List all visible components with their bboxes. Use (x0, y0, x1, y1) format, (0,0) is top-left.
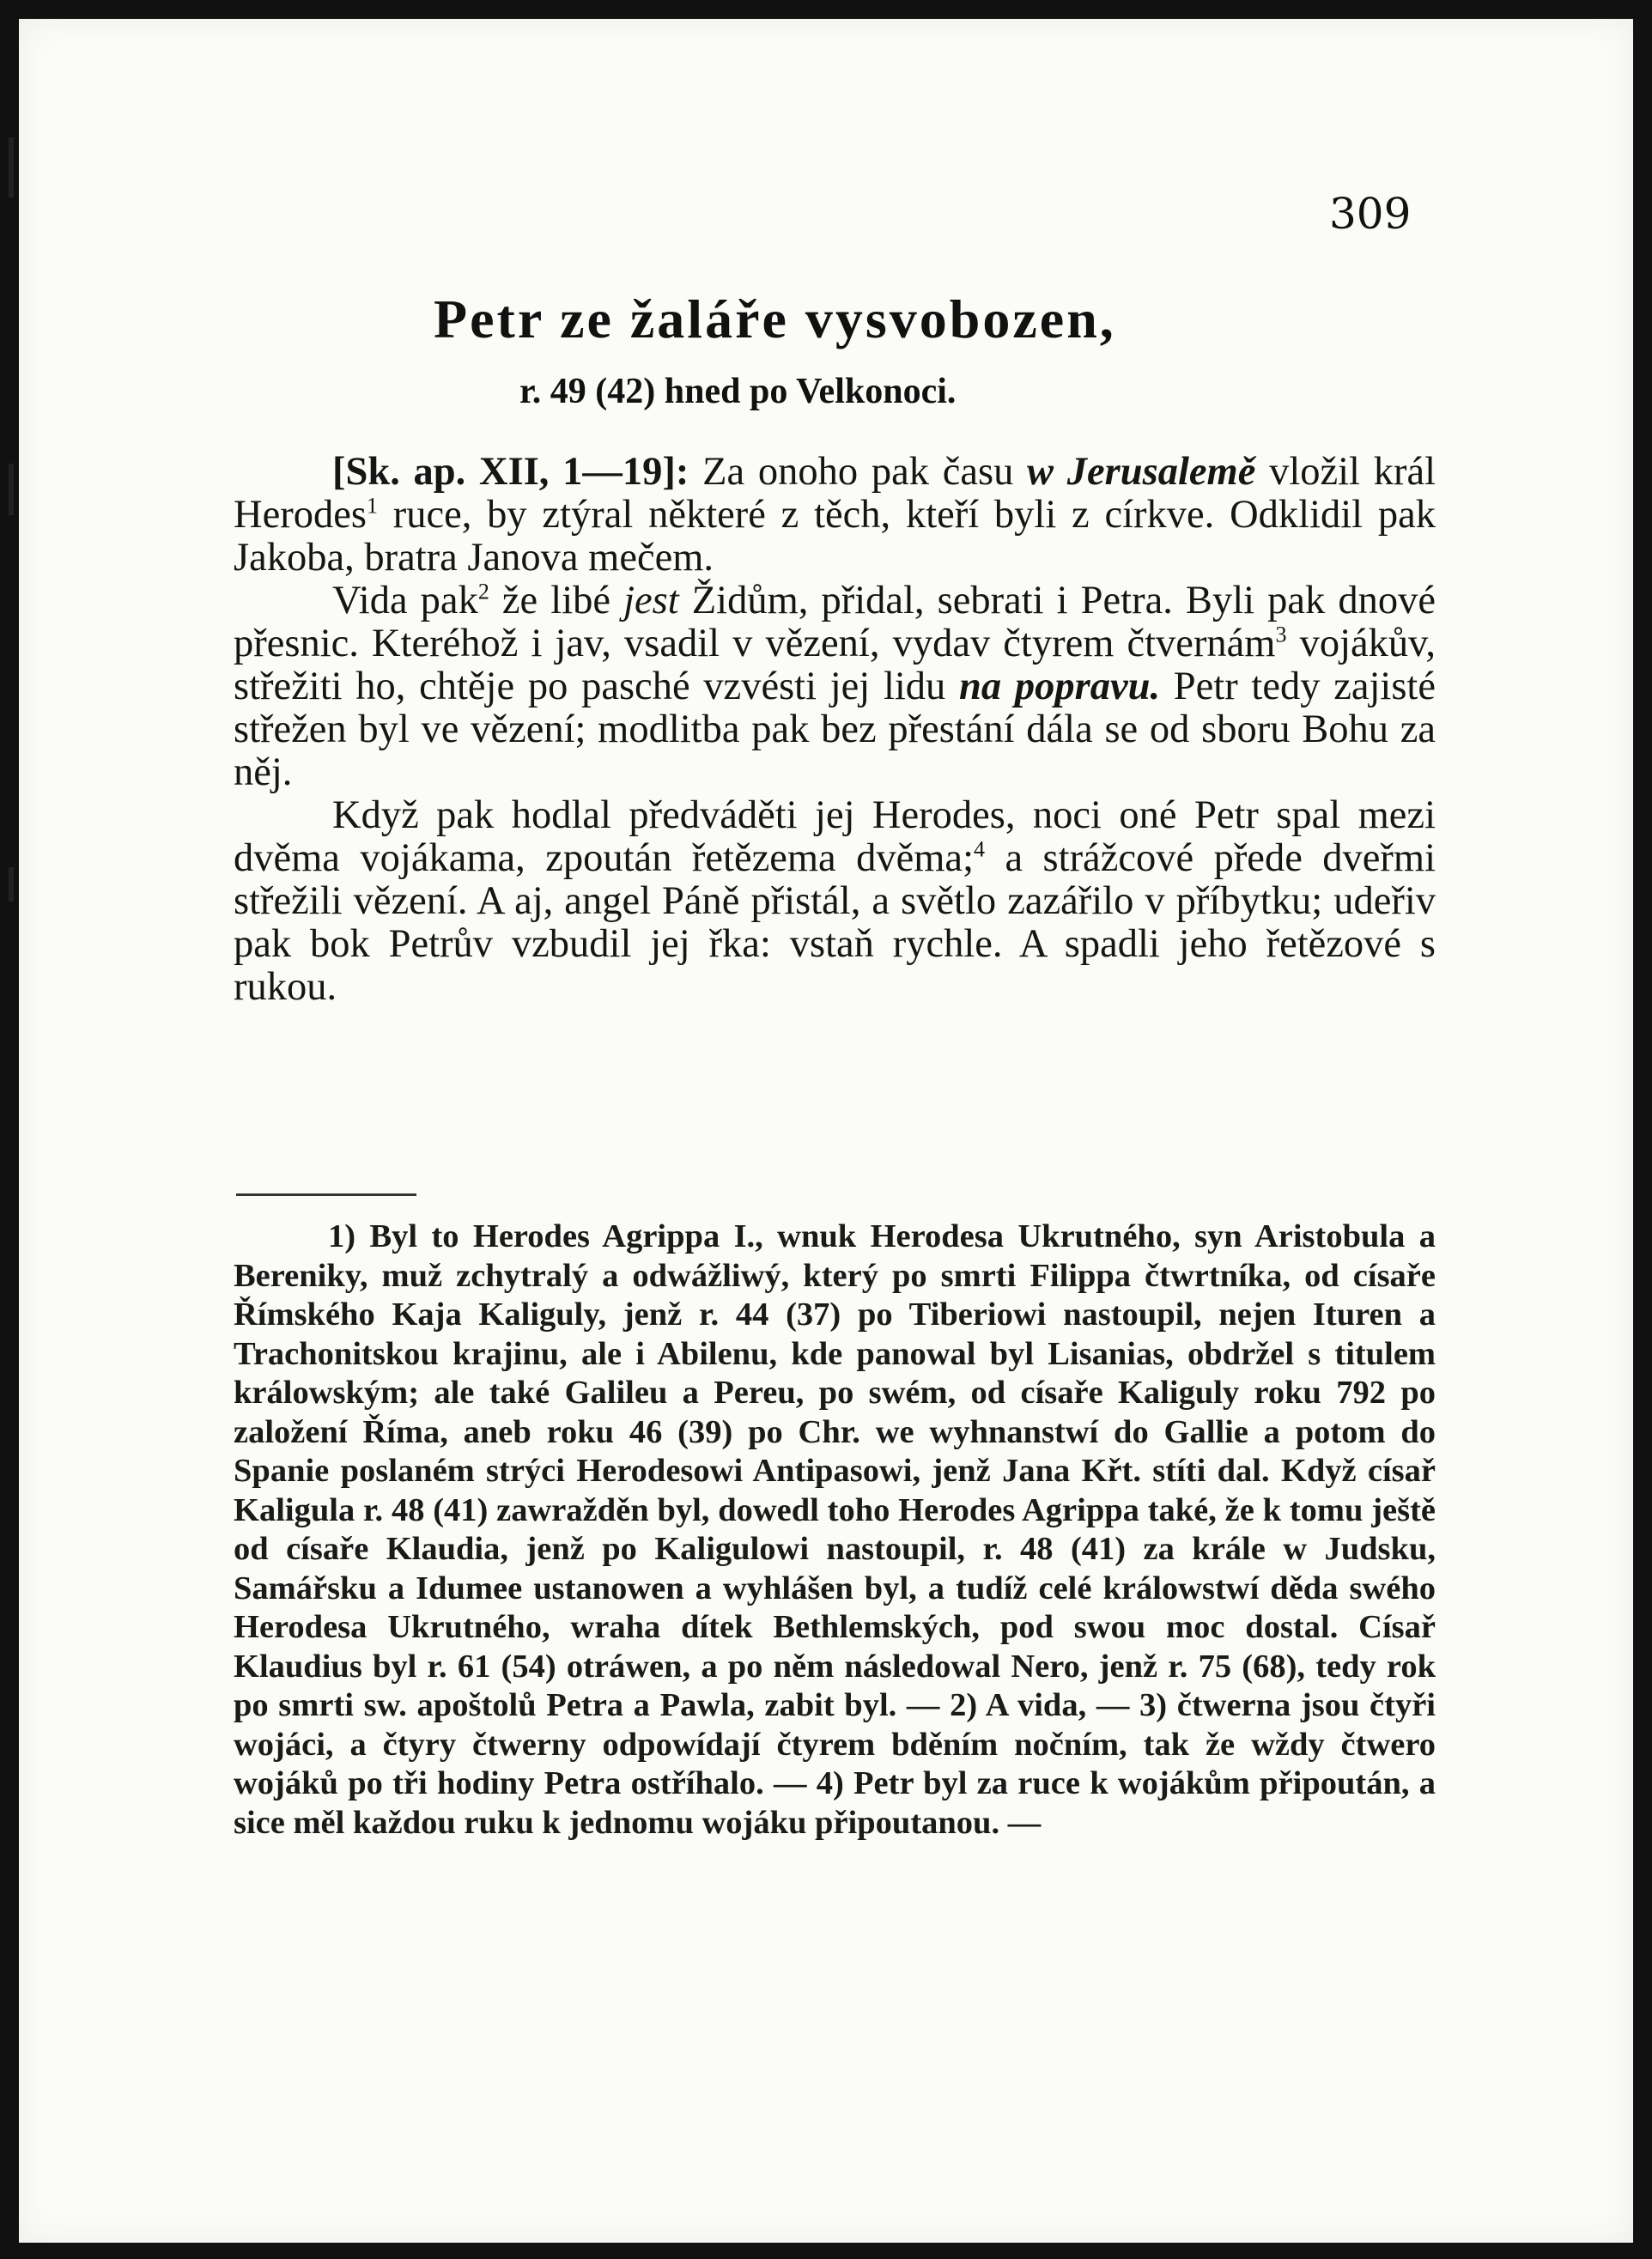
paragraph-2 (234, 580, 1436, 794)
footnote-marker: 4 (974, 836, 985, 862)
text-run: ruce, by ztýral některé z těch, kteří byli z církve. Odklidil pak Jakoba, bratra Janova mečem. (234, 493, 1436, 580)
text-run: Za onoho pak času (689, 450, 1028, 494)
text-run: Petr tedy zajisté střežen byl ve vězení; modlitba pak bez přestání dála se od sboru Bohu za něj. (234, 665, 1436, 794)
chapter-title: Petr ze žaláře vysvobozen, (434, 288, 1116, 349)
text-run: že libé (489, 579, 624, 622)
italic-text: jest (623, 579, 679, 622)
page-number: 309 (1329, 189, 1412, 239)
footnote-marker: 2 (477, 579, 489, 604)
footnotes (234, 1218, 1436, 1843)
text-run: Židům, přidal, sebrati i Petra. Byli pak dnové přesnic. Kteréhož i jav, vsadil v vězení, vydav čtyrem čtvernám (234, 579, 1436, 665)
scripture-reference: [Sk. ap. XII, 1—19]: (332, 450, 689, 494)
text-run: vojákův, střežiti ho, chtěje po pasché vzvésti jej lidu (234, 622, 1436, 708)
fraktur-text: na popravu. (959, 665, 1161, 708)
footnote-divider (236, 1193, 416, 1196)
footnote-text: 1) Byl to Herodes Agrippa I., wnuk Herodesa Ukrutného, syn Aristobula a Bereniky, muž zchytralý a odwážliwý, který po smrti Filippa čtwrtníka, od císaře Římského Kaja Kaliguly, jenž r. 44 (37) po Tiberiowi nastoupil, nejen Ituren a Trachonitskou krajinu, ale i Abilenu, kde panowal byl Lisanias, obdržel s titulem králowským; ale také Galileu a Pereu, po swém, od císaře Kaliguly roku 792 po založení Říma, aneb roku 46 (39) po Chr. we wyhnanstwí do Gallie a potom do Spanie poslaném strýci Herodesowi Antipasowi, jenž Jana Křt. stíti dal. Když císař Kaligula r. 48 (41) zawražděn byl, dowedl toho Herodes Agrippa také, že k tomu ještě od císaře Klaudia, jenž po Kaligulowi nastoupil, r. 48 (41) za krále w Judsku, Samářsku a Idumee ustanowen a wyhlášen byl, a tudíž celé králowstwí děda swého Herodesa Ukrutného, wraha dítek Bethlemských, pod swou moc dostal. Císař Klaudius byl r. 61 (54) otráwen, a po něm následowal Nero, jenž r. 75 (68), tedy rok po smrti sw. apoštolů Petra a Pawla, zabit byl. — 2) A vida, — 3) čtwerna jsou čtyři wojáci, a čtyry čtwerny odpowídají čtyrem bděním nočním, tak že wždy čtwero wojáků po tři hodiny Petra ostříhalo. — 4) Petr byl za ruce k wojákům připoután, a sice měl každou ruku k jednomu wojáku připoutanou. — (234, 1218, 1436, 1841)
scan-edge-mark (9, 464, 14, 515)
text-run: Když pak hodlal předváděti jej Herodes, noci oné Petr spal mezi dvěma vojákama, zpoután řetězema dvěma; (234, 793, 1436, 880)
scan-edge-mark (9, 137, 14, 197)
chapter-subtitle: r. 49 (42) hned po Velkonoci. (519, 372, 957, 411)
book-page (19, 19, 1633, 2243)
text-run: Vida pak (332, 579, 478, 622)
text-run: a strážcové přede dveřmi střežili vězení. A aj, angel Páně přistál, a světlo zazářilo v příbytku; udeřiv pak bok Petrův vzbudil jej řka: vstaň rychle. A spadli jeho řetězové s rukou. (234, 836, 1436, 1009)
paragraph-3 (234, 794, 1436, 1009)
fraktur-text: w Jerusalemě (1027, 450, 1256, 494)
paragraph-1 (234, 451, 1436, 580)
footnote-marker: 1 (366, 493, 378, 519)
scan-edge-mark (9, 867, 14, 902)
main-text (234, 451, 1436, 1009)
text-run: vložil král Herodes (234, 450, 1436, 537)
footnote-marker: 3 (1275, 622, 1287, 647)
